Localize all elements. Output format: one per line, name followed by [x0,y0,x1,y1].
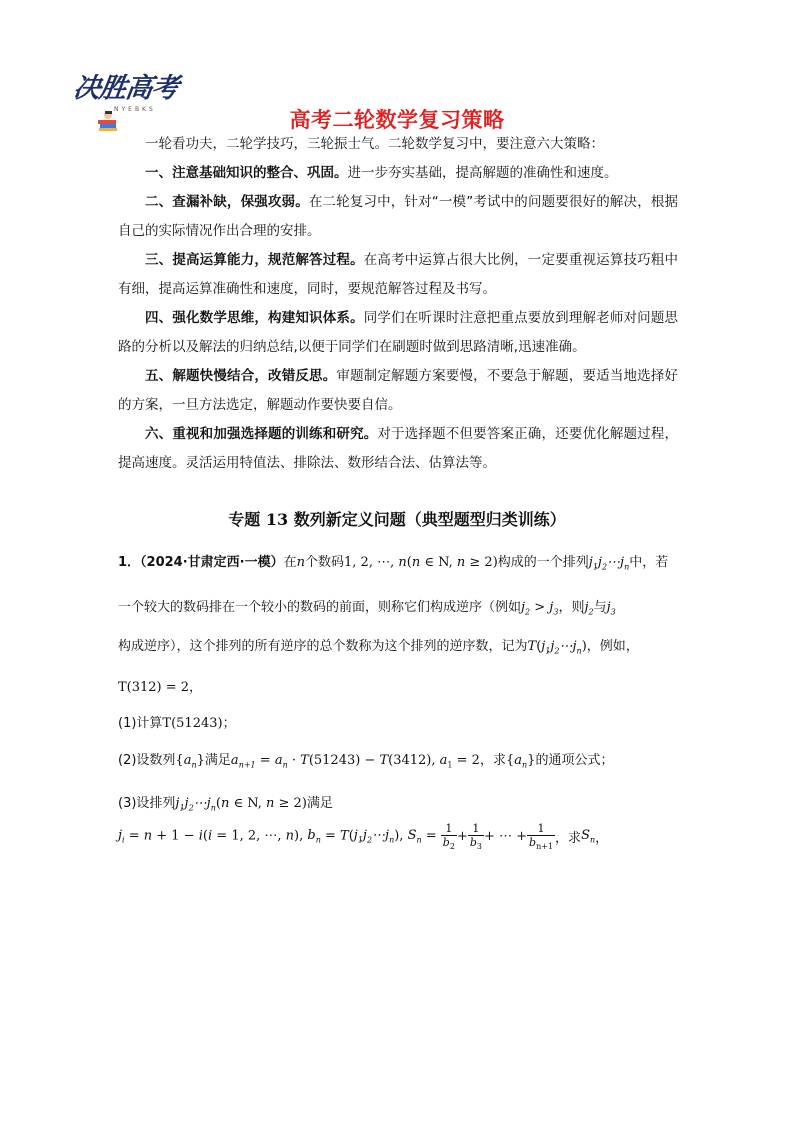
strategy-body: 审题制定解题方案要慢，不要急于解题，要适当地选择好的方案，一旦方法选定，解题动作要快要自信。 [118,368,679,413]
strategy-heading: 六、重视和加强选择题的训练和研究。 [145,426,378,442]
strategy-body: 在高考中运算占很大比例，一定要重视运算技巧粗中有细，提高运算准确性和速度，同时，要规范解答过程及书写。 [118,252,679,297]
problem-text: 的通项公式； [535,753,614,768]
strategy-heading: 一、注意基础知识的整合、巩固。 [145,165,348,181]
strategy-item [118,159,678,188]
problem-text: 满足 [306,796,333,811]
strategy-item [118,420,678,478]
strategy-item [118,246,678,304]
problem-number: 1． [118,555,141,570]
problem-text: ，例如， [586,639,639,654]
problem-text: (1)计算 [118,716,163,731]
logo-text: 决胜高考 [71,73,180,104]
strategy-heading: 二、查漏补缺，保强攻弱。 [145,194,309,210]
problem-text: 构成逆序），这个排列的所有逆序的总个数称为这个排列的逆序数，记为 [118,639,528,654]
problem-text: 个数码 [305,555,345,570]
problem-example: T(312) = 2， [118,680,203,695]
problem-text: T(51243)； [162,716,236,731]
strategy-body: 对于选择题不但要答案正确，还要优化解题过程，提高速度。灵活运用特值法、排除法、数形结合法、估算法等。 [118,426,679,471]
question-2: (2)设数列$\{a_n\}$满足$a_{n+1} = a_n \cdot T(51243) - T(3412)$, $a_1 = 2$，求$\{a_n\}$的通项公式； [118,753,614,770]
problem-line-1: 1．（2024·甘肃定西·一模）在n个数码1, 2, ⋯, n(n ∈ N, n ≥ 2)构成的一个排列$j_1j_2\cdots j_n$中，若 [118,555,669,572]
strategy-section [118,130,678,478]
problem-text: 满足 [204,753,231,768]
strategy-body: 进一步夯实基础，提高解题的准确性和速度。 [347,165,618,181]
problem-text: (2)设数列 [118,753,176,768]
topic-title: 专题 13 数列新定义问题（典型题型归类训练） [228,510,566,529]
problem-text: ，求 [479,753,506,768]
problem-text: (3)设排列 [118,796,176,811]
problem-text: 与 [593,600,607,615]
question-1 [118,712,236,731]
problem-text: 在 [283,555,297,570]
problem-text: ，求 [555,831,582,847]
problem-text: ，则 [558,600,585,615]
strategy-heading: 三、提高运算能力，规范解答过程。 [145,252,364,268]
intro-text: 一轮看功夫，二轮学技巧，三轮振士气。二轮数学复习中，要注意六大策略： [145,136,604,152]
page-title: 高考二轮数学复习策略 [289,108,505,132]
problem-text: 一个较大的数码排在一个较小的数码的前面，则称它们构成逆序（例如 [118,600,522,615]
strategy-item [118,304,678,362]
question-3-formula: $j_i = n + 1 - i(i = 1$, 2, ⋯, n), $b_n$ = $T(j_1j_2\cdots j_n)$, $S_n$ = $\frac{1}{b_2}$ + $\frac{1}{b_3}$ + ⋯ + $\frac{1}{b_{n+1}}$ ，求$S_n$， [118,822,609,852]
problem-line-2: 一个较大的数码排在一个较小的数码的前面，则称它们构成逆序（例如$j_2 > j_3$，则$j_2$与$j_3$ [118,600,616,617]
problem-text: 中，若 [629,555,669,570]
question-3: (3)设排列$j_1j_2\cdots j_n(n$ ∈ N, n ≥ 2)满足 [118,796,333,813]
problem-text: 构成的一个排列 [497,555,589,570]
strategy-body: 同学们在听课时注意把重点要放到理解老师对问题思路的分析以及解法的归纳总结,以便于同学们在刷题时做到思路清晰,迅速准确。 [118,310,679,355]
problem-source: （2024·甘肃定西·一模） [140,555,284,570]
strategy-item [118,362,678,420]
logo-subtext: NYEBKS [114,106,156,113]
strategy-body: 在二轮复习中，针对“一模”考试中的问题要很好的解决，根据自己的实际情况作出合理的安排。 [118,194,679,239]
problem-text: ， [595,831,609,847]
problem-line-3: 构成逆序），这个排列的所有逆序的总个数称为这个排列的逆序数，记为$T(j_1j_2\cdots j_n)$，例如， [118,639,639,656]
strategy-heading: 四、强化数学思维，构建知识体系。 [145,310,364,326]
strategy-heading: 五、解题快慢结合，改错反思。 [145,368,337,384]
strategy-item [118,188,678,246]
